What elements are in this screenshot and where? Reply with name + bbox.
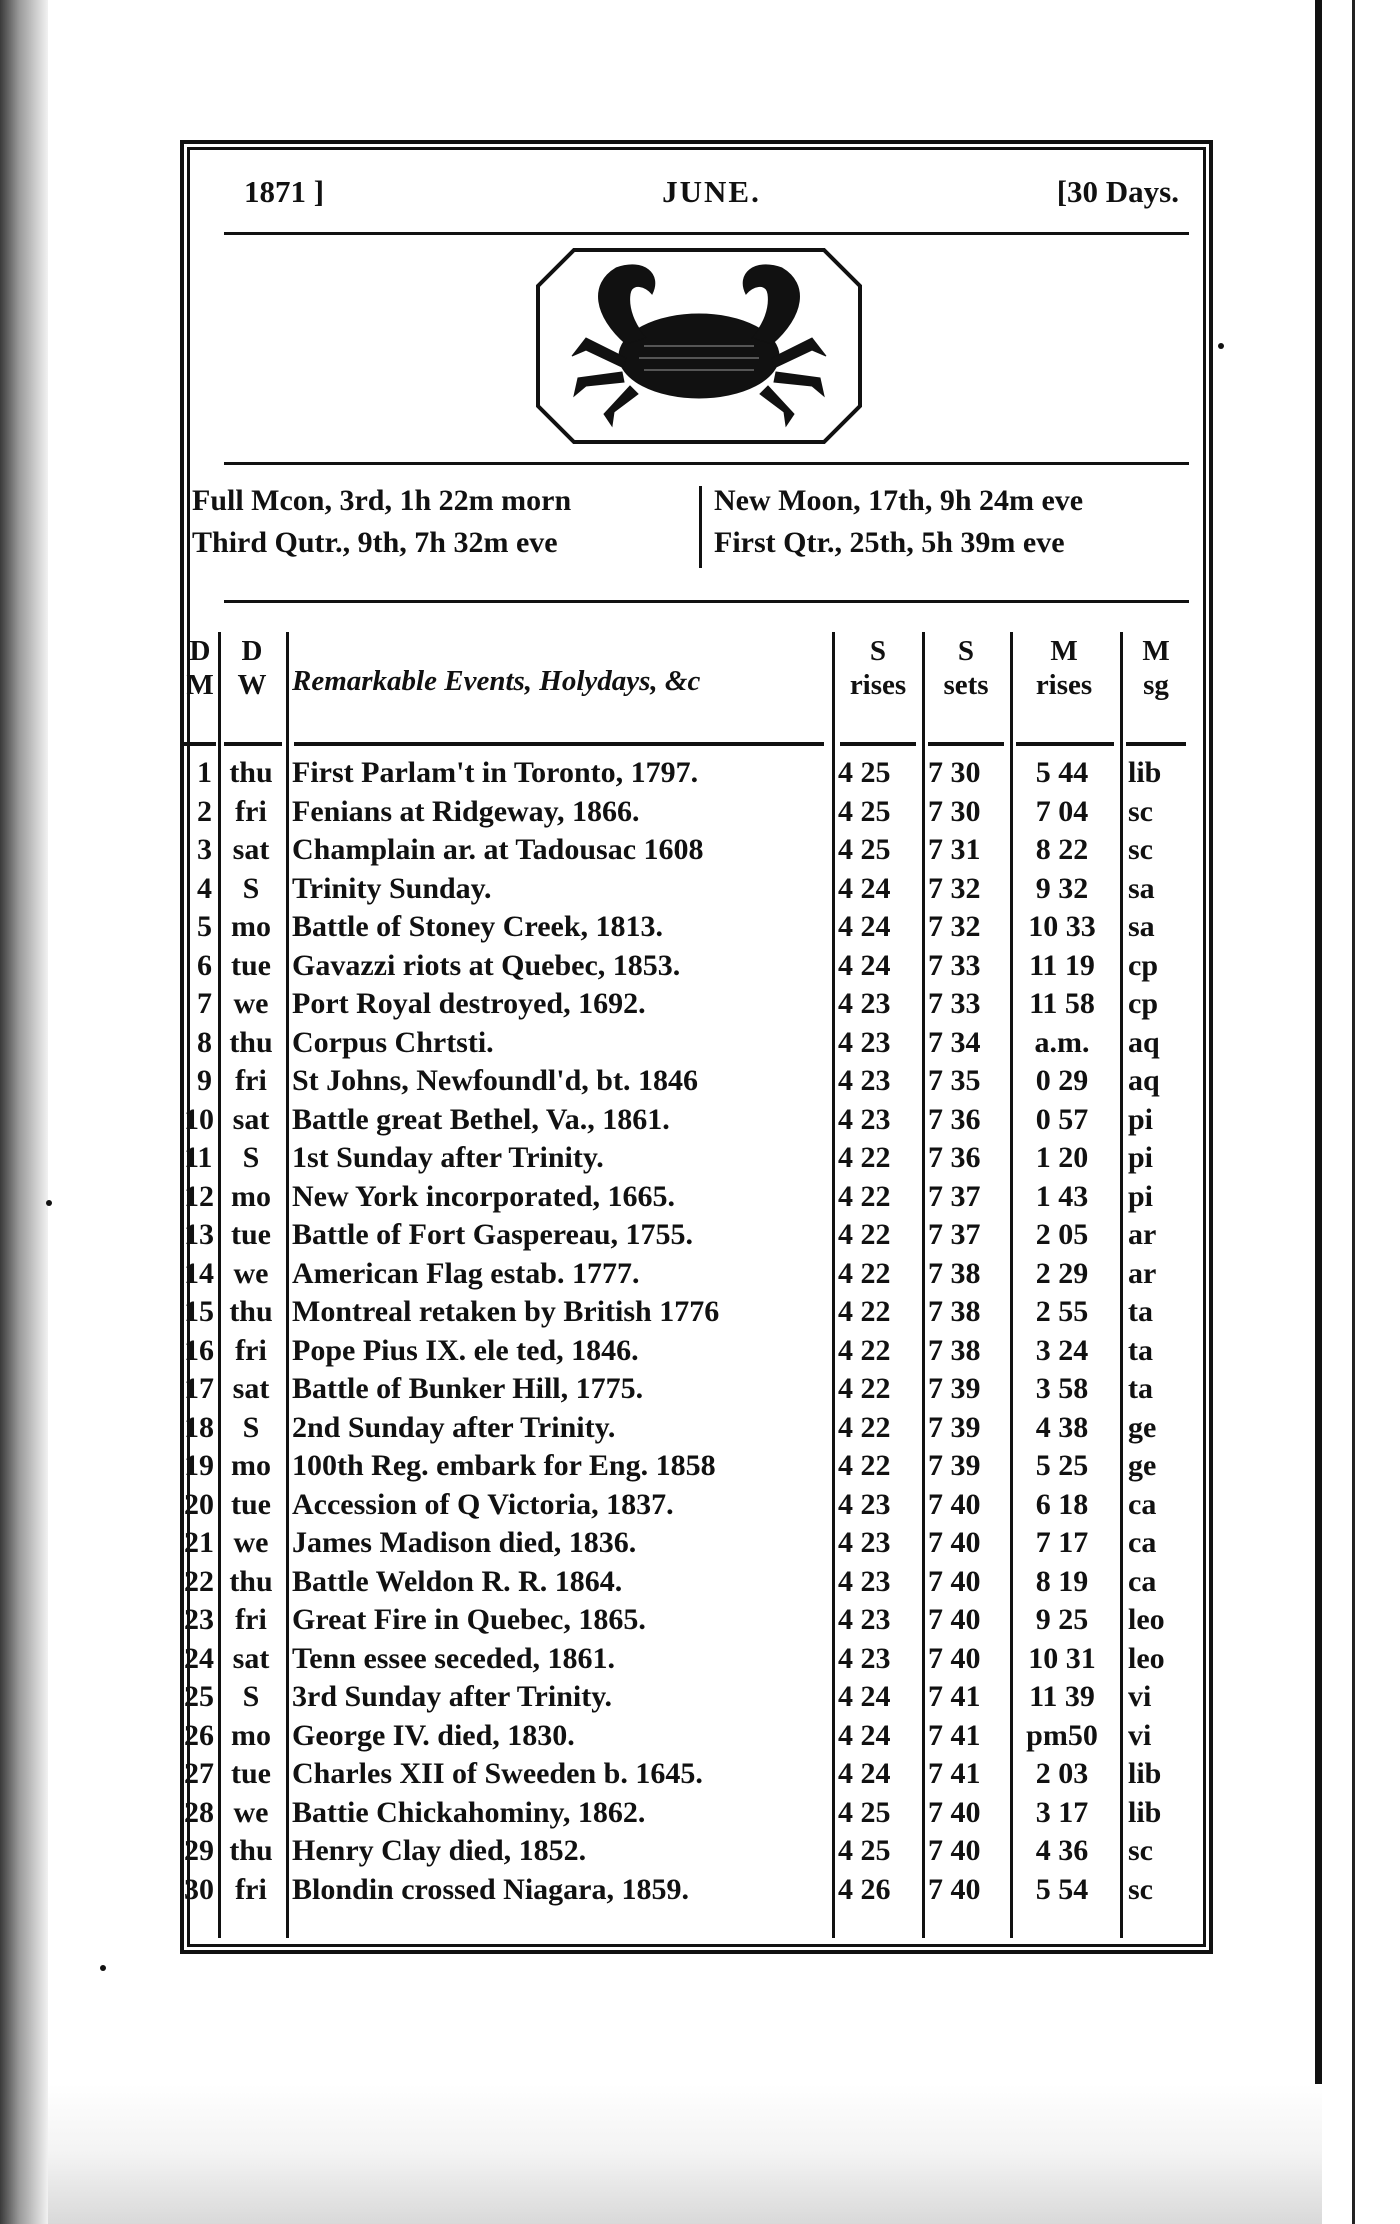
cell-ms: ta — [1128, 1372, 1153, 1405]
cell-ms: sa — [1128, 871, 1155, 905]
cell-ss: 7 35 — [928, 1064, 981, 1097]
cell-event: Pope Pius IX. ele ted, 1846. — [292, 1333, 639, 1367]
cell-dm: 28 — [184, 1795, 214, 1829]
cell-sr: 4 23 — [838, 987, 891, 1020]
cell-mr: 0 57 — [1035, 1102, 1089, 1136]
cell-ms: ca — [1128, 1564, 1157, 1598]
cell-mr: 10 33 — [1028, 910, 1096, 943]
cell-ss: 7 40 — [928, 1795, 981, 1829]
table-row — [184, 795, 1194, 833]
cell-mr: 0 29 — [1035, 1064, 1089, 1097]
almanac-page-frame — [180, 140, 1213, 1954]
cell-event: Battle of Fort Gaspereau, 1755. — [292, 1218, 694, 1251]
table-row — [184, 1334, 1194, 1372]
table-row — [184, 910, 1194, 948]
cell-ms: ta — [1128, 1333, 1153, 1367]
cell-mr: 11 58 — [1029, 987, 1095, 1020]
cell-dw: sat — [232, 1102, 270, 1136]
cell-dw: fri — [235, 1333, 267, 1367]
cell-sr: 4 25 — [838, 794, 891, 828]
cell-sr: 4 23 — [838, 1064, 891, 1097]
cell-mr: 8 22 — [1035, 833, 1089, 866]
table-row — [184, 833, 1194, 871]
days-count: [30 Days. — [1056, 174, 1179, 209]
cell-dw: tue — [231, 1757, 271, 1790]
cell-mr: 7 17 — [1035, 1526, 1089, 1559]
cell-mr: 11 19 — [1029, 948, 1095, 982]
table-row — [184, 1642, 1194, 1680]
cell-ss: 7 37 — [928, 1218, 981, 1251]
cell-sr: 4 26 — [838, 1872, 891, 1906]
cell-ms: pi — [1128, 1141, 1154, 1174]
page-header — [244, 174, 1179, 226]
cell-event: Gavazzi riots at Quebec, 1853. — [292, 948, 681, 982]
table-row — [184, 1603, 1194, 1641]
cell-mr: 1 43 — [1035, 1179, 1089, 1213]
cell-event: Trinity Sunday. — [292, 871, 492, 905]
cell-ss: 7 38 — [928, 1333, 981, 1367]
cell-ms: ca — [1128, 1487, 1157, 1521]
cell-dw: thu — [229, 1564, 273, 1598]
third-quarter: Third Qutr., 9th, 7h 32m eve — [192, 526, 558, 559]
cell-mr: 3 58 — [1035, 1372, 1089, 1405]
cell-event: 3rd Sunday after Trinity. — [292, 1680, 613, 1713]
cell-event: 2nd Sunday after Trinity. — [292, 1410, 616, 1444]
cell-ss: 7 40 — [928, 1641, 981, 1675]
cell-mr: 7 04 — [1035, 794, 1089, 828]
cell-mr: 9 25 — [1035, 1603, 1089, 1636]
cell-ms: pi — [1128, 1179, 1154, 1213]
cell-dm: 29 — [184, 1834, 214, 1867]
table-row — [184, 872, 1194, 910]
cell-ss: 7 33 — [928, 987, 981, 1020]
table-row — [184, 1141, 1194, 1179]
cell-dm: 11 — [184, 1141, 213, 1174]
full-moon: Full Mcon, 3rd, 1h 22m morn — [192, 484, 572, 517]
cell-dw: thu — [229, 1834, 273, 1867]
cell-dm: 20 — [184, 1487, 214, 1521]
cell-ms: sc — [1128, 794, 1153, 828]
cell-sr: 4 23 — [838, 1564, 891, 1598]
cell-dm: 16 — [184, 1333, 214, 1367]
cell-sr: 4 23 — [838, 1641, 891, 1675]
cell-ms: lib — [1128, 756, 1162, 789]
ink-speck — [46, 1200, 52, 1206]
header-underline — [1016, 742, 1114, 746]
cell-sr: 4 23 — [838, 1102, 891, 1136]
cell-dw: S — [242, 871, 260, 905]
cell-event: Charles XII of Sweeden b. 1645. — [292, 1757, 703, 1790]
cell-ss: 7 39 — [928, 1410, 981, 1444]
cell-ss: 7 32 — [928, 871, 981, 905]
cell-dm: 5 — [197, 910, 212, 943]
cell-dm: 17 — [184, 1372, 214, 1405]
header-underline — [928, 742, 1004, 746]
cell-dm: 7 — [197, 987, 212, 1020]
cell-sr: 4 22 — [838, 1372, 891, 1405]
cell-ms: vi — [1128, 1680, 1152, 1713]
table-row — [184, 987, 1194, 1025]
cell-dw: we — [233, 1526, 269, 1559]
first-quarter: First Qtr., 25th, 5h 39m eve — [714, 526, 1065, 559]
cell-sr: 4 24 — [838, 948, 891, 982]
month-title: JUNE. — [662, 174, 761, 209]
cell-ss: 7 38 — [928, 1256, 981, 1290]
cell-dm: 2 — [197, 794, 212, 828]
cell-dw: fri — [235, 1064, 267, 1097]
cell-dw: mo — [231, 1449, 271, 1482]
cell-mr: a.m. — [1034, 1025, 1090, 1059]
cell-dm: 21 — [184, 1526, 214, 1559]
cell-dm: 12 — [184, 1179, 214, 1213]
cell-dm: 15 — [184, 1295, 214, 1328]
cell-ss: 7 40 — [928, 1564, 981, 1598]
cell-dw: we — [233, 1795, 269, 1829]
cell-ms: sc — [1128, 1834, 1153, 1867]
cell-event: Blondin crossed Niagara, 1859. — [292, 1872, 689, 1906]
cell-ss: 7 41 — [928, 1680, 981, 1713]
table-row — [184, 949, 1194, 987]
table-row — [184, 1719, 1194, 1757]
cell-ms: ta — [1128, 1295, 1153, 1328]
cell-sr: 4 23 — [838, 1487, 891, 1521]
cell-ms: lib — [1128, 1795, 1162, 1829]
cell-event: 1st Sunday after Trinity. — [292, 1141, 604, 1174]
cell-dm: 27 — [184, 1757, 214, 1790]
table-row — [184, 1257, 1194, 1295]
cell-event: George IV. died, 1830. — [292, 1718, 575, 1752]
cell-mr: 2 03 — [1035, 1757, 1089, 1790]
cell-dm: 10 — [184, 1102, 214, 1136]
cell-sr: 4 24 — [838, 1680, 891, 1713]
cell-ms: vi — [1128, 1718, 1152, 1752]
cell-ms: sa — [1128, 910, 1155, 943]
cell-event: Tenn essee seceded, 1861. — [292, 1641, 616, 1675]
cell-mr: 1 20 — [1035, 1141, 1089, 1174]
cell-event: Battle great Bethel, Va., 1861. — [292, 1102, 670, 1136]
brace-separator — [699, 486, 702, 568]
cell-ss: 7 30 — [928, 794, 981, 828]
table-row — [184, 1449, 1194, 1487]
cell-mr: 6 18 — [1035, 1487, 1089, 1521]
cell-ms: sc — [1128, 833, 1153, 866]
table-row — [184, 1218, 1194, 1256]
cell-event: St Johns, Newfoundl'd, bt. 1846 — [292, 1064, 698, 1097]
cell-ss: 7 33 — [928, 948, 981, 982]
cell-dm: 3 — [197, 833, 212, 866]
cell-dw: fri — [235, 1603, 267, 1636]
col-head-moon-rises: M rises — [1035, 635, 1093, 701]
header-underline — [840, 742, 916, 746]
header-underline — [224, 742, 282, 746]
cell-mr: 2 05 — [1035, 1218, 1089, 1251]
cell-dw: sat — [232, 1372, 270, 1405]
table-row — [184, 1295, 1194, 1333]
cell-event: Champlain ar. at Tadousac 1608 — [292, 833, 704, 866]
cell-sr: 4 24 — [838, 1757, 891, 1790]
table-row — [184, 1064, 1194, 1102]
cell-ss: 7 34 — [928, 1025, 981, 1059]
table-row — [184, 1180, 1194, 1218]
cell-sr: 4 22 — [838, 1295, 891, 1328]
cell-mr: 2 29 — [1035, 1256, 1089, 1290]
cell-dw: fri — [235, 1872, 267, 1906]
cell-dw: S — [242, 1410, 260, 1444]
divider — [224, 232, 1189, 235]
cell-event: Accession of Q Victoria, 1837. — [292, 1487, 674, 1521]
cell-sr: 4 25 — [838, 1834, 891, 1867]
cell-dm: 8 — [197, 1025, 212, 1059]
cell-sr: 4 25 — [838, 1795, 891, 1829]
header-underline — [294, 742, 824, 746]
cell-event: James Madison died, 1836. — [292, 1526, 637, 1559]
cell-ss: 7 36 — [928, 1102, 981, 1136]
table-row — [184, 1026, 1194, 1064]
cell-event: American Flag estab. 1777. — [292, 1256, 640, 1290]
cell-ms: leo — [1128, 1641, 1165, 1675]
cell-dm: 14 — [184, 1256, 214, 1290]
cell-event: 100th Reg. embark for Eng. 1858 — [292, 1449, 716, 1482]
col-head-moon-sign: M sg — [1142, 635, 1170, 701]
cell-dm: 13 — [184, 1218, 214, 1251]
cell-ss: 7 38 — [928, 1295, 981, 1328]
cell-event: Battle of Stoney Creek, 1813. — [292, 910, 664, 943]
cell-ss: 7 40 — [928, 1487, 981, 1521]
cell-dm: 18 — [184, 1410, 214, 1444]
cell-ss: 7 30 — [928, 756, 981, 789]
cell-ss: 7 39 — [928, 1449, 981, 1482]
cell-dw: sat — [232, 1641, 270, 1675]
table-row — [184, 1372, 1194, 1410]
cell-mr: 2 55 — [1035, 1295, 1089, 1328]
ink-speck — [100, 1965, 106, 1971]
cell-ms: ge — [1128, 1449, 1157, 1482]
year-label: 1871 ] — [244, 174, 325, 209]
cell-sr: 4 24 — [838, 1718, 891, 1752]
cell-sr: 4 22 — [838, 1449, 891, 1482]
col-head-day-month: D M — [186, 635, 214, 701]
cell-ms: lib — [1128, 1757, 1162, 1790]
col-head-events: Remarkable Events, Holydays, &c — [292, 665, 701, 697]
cell-event: Battie Chickahominy, 1862. — [292, 1795, 646, 1829]
col-head-sun-sets: S sets — [943, 635, 989, 701]
cell-mr: 9 32 — [1035, 871, 1089, 905]
table-row — [184, 756, 1194, 794]
header-underline — [1126, 742, 1186, 746]
table-row — [184, 1757, 1194, 1795]
cell-mr: 11 39 — [1029, 1680, 1095, 1713]
ink-speck — [1218, 343, 1224, 349]
cell-dm: 19 — [184, 1449, 214, 1482]
divider — [224, 462, 1189, 465]
cell-dw: thu — [229, 756, 273, 789]
table-row — [184, 1834, 1194, 1872]
cell-dw: we — [233, 987, 269, 1020]
cell-ms: sc — [1128, 1872, 1153, 1906]
cell-ms: ar — [1128, 1218, 1157, 1251]
cell-dw: mo — [231, 1179, 271, 1213]
cell-dm: 22 — [184, 1564, 214, 1598]
page-right-margin — [1315, 0, 1400, 2224]
cell-ss: 7 31 — [928, 833, 981, 866]
cell-event: Battle of Bunker Hill, 1775. — [292, 1372, 644, 1405]
cell-event: Henry Clay died, 1852. — [292, 1834, 587, 1867]
cell-dw: sat — [232, 833, 270, 866]
table-row — [184, 1103, 1194, 1141]
cell-ss: 7 36 — [928, 1141, 981, 1174]
cell-sr: 4 23 — [838, 1603, 891, 1636]
table-row — [184, 1796, 1194, 1834]
cell-event: Corpus Chrtsti. — [292, 1025, 494, 1059]
crab-icon — [534, 246, 864, 446]
cell-event: New York incorporated, 1665. — [292, 1179, 676, 1213]
cell-event: Battle Weldon R. R. 1864. — [292, 1564, 623, 1598]
cell-ss: 7 41 — [928, 1718, 981, 1752]
cell-mr: 8 19 — [1035, 1564, 1089, 1598]
page-bottom-shadow — [48, 2084, 1322, 2224]
cell-dm: 30 — [184, 1872, 214, 1906]
table-row — [184, 1488, 1194, 1526]
cell-sr: 4 22 — [838, 1141, 891, 1174]
cell-ss: 7 37 — [928, 1179, 981, 1213]
table-row — [184, 1680, 1194, 1718]
cell-ss: 7 40 — [928, 1603, 981, 1636]
cell-sr: 4 22 — [838, 1218, 891, 1251]
cell-ss: 7 32 — [928, 910, 981, 943]
cell-mr: 3 24 — [1035, 1333, 1089, 1367]
cell-dm: 1 — [197, 756, 212, 789]
cell-dw: thu — [229, 1025, 273, 1059]
cell-ms: ar — [1128, 1256, 1157, 1290]
cell-sr: 4 23 — [838, 1526, 891, 1559]
cell-dm: 25 — [184, 1680, 214, 1713]
cell-ms: cp — [1128, 948, 1158, 982]
cell-sr: 4 22 — [838, 1256, 891, 1290]
cell-ms: leo — [1128, 1603, 1165, 1636]
cell-dw: we — [233, 1256, 269, 1290]
cell-dw: mo — [231, 1718, 271, 1752]
cell-dw: tue — [231, 1487, 271, 1521]
cell-mr: 4 36 — [1035, 1834, 1089, 1867]
cell-sr: 4 22 — [838, 1333, 891, 1367]
table-row — [184, 1411, 1194, 1449]
cell-dw: S — [242, 1141, 260, 1174]
cell-sr: 4 24 — [838, 910, 891, 943]
cell-event: Great Fire in Quebec, 1865. — [292, 1603, 646, 1636]
cell-dw: tue — [231, 1218, 271, 1251]
cell-dw: S — [242, 1680, 260, 1713]
cell-mr: 4 38 — [1035, 1410, 1089, 1444]
cell-event: Port Royal destroyed, 1692. — [292, 987, 646, 1020]
moon-phases — [184, 480, 1209, 580]
cell-ss: 7 39 — [928, 1372, 981, 1405]
cell-mr: 3 17 — [1035, 1795, 1089, 1829]
cell-ms: aq — [1128, 1025, 1160, 1059]
cell-mr: 10 31 — [1028, 1641, 1096, 1675]
zodiac-emblem — [534, 246, 864, 446]
cell-ss: 7 40 — [928, 1526, 981, 1559]
cell-dm: 4 — [197, 871, 212, 905]
cell-mr: 5 25 — [1035, 1449, 1089, 1482]
cell-ss: 7 40 — [928, 1872, 981, 1906]
col-head-day-week: D W — [237, 635, 267, 701]
col-head-sun-rises: S rises — [849, 635, 907, 701]
cell-event: Montreal retaken by British 1776 — [292, 1295, 720, 1328]
cell-mr: pm50 — [1026, 1718, 1098, 1752]
cell-ms: pi — [1128, 1102, 1154, 1136]
new-moon: New Moon, 17th, 9h 24m eve — [714, 484, 1084, 517]
cell-ss: 7 40 — [928, 1834, 981, 1867]
cell-dw: mo — [231, 910, 271, 943]
cell-sr: 4 24 — [838, 871, 891, 905]
cell-sr: 4 22 — [838, 1410, 891, 1444]
cell-dw: tue — [231, 948, 271, 982]
table-row — [184, 1526, 1194, 1564]
cell-ms: aq — [1128, 1064, 1160, 1097]
cell-ms: ge — [1128, 1410, 1157, 1444]
cell-dm: 9 — [197, 1064, 212, 1097]
header-underline — [184, 742, 216, 746]
cell-sr: 4 25 — [838, 756, 891, 789]
cell-dm: 23 — [184, 1603, 214, 1636]
cell-dw: thu — [229, 1295, 273, 1328]
cell-sr: 4 22 — [838, 1179, 891, 1213]
cell-event: Fenians at Ridgeway, 1866. — [292, 794, 640, 828]
table-row — [184, 1565, 1194, 1603]
cell-mr: 5 44 — [1035, 756, 1089, 789]
cell-ss: 7 41 — [928, 1757, 981, 1790]
cell-sr: 4 23 — [838, 1025, 891, 1059]
cell-sr: 4 25 — [838, 833, 891, 866]
cell-mr: 5 54 — [1035, 1872, 1089, 1906]
divider — [224, 600, 1189, 603]
cell-dm: 26 — [184, 1718, 214, 1752]
table-row — [184, 1873, 1194, 1911]
page-binding-edge — [0, 0, 48, 2224]
cell-dw: fri — [235, 794, 267, 828]
cell-ms: ca — [1128, 1526, 1157, 1559]
cell-dm: 6 — [197, 948, 212, 982]
cell-event: First Parlam't in Toronto, 1797. — [292, 756, 699, 789]
cell-dm: 24 — [184, 1641, 214, 1675]
cell-ms: cp — [1128, 987, 1158, 1020]
